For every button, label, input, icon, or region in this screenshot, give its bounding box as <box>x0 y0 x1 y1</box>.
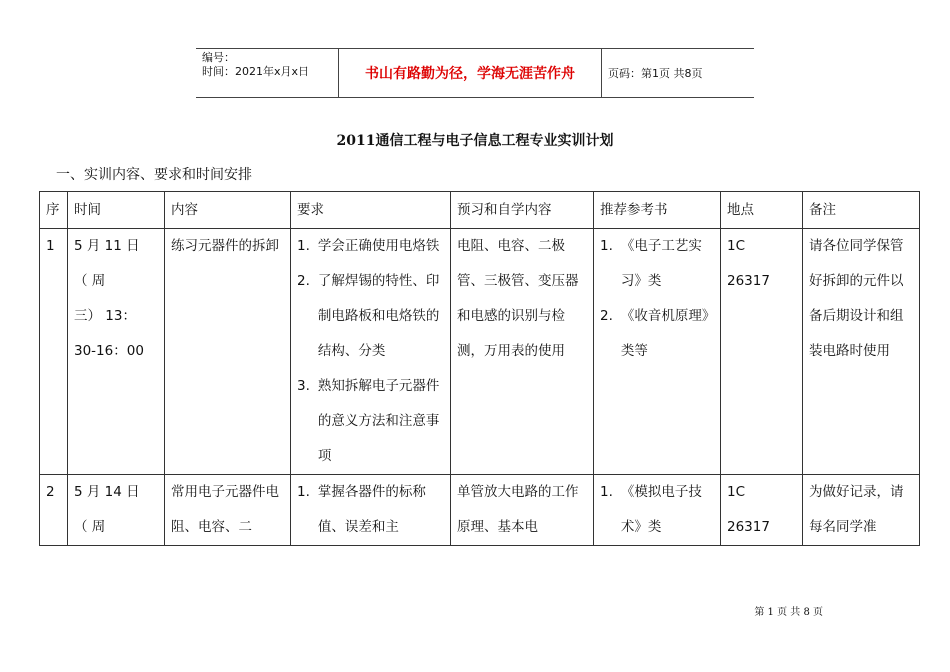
prep-cell: 电阻、电容、二极管、三极管、变压器和电感的识别与检测，万用表的使用 <box>451 229 594 475</box>
column-header: 要求 <box>291 192 451 229</box>
requirement-item: 1. 学会正确使用电烙铁 <box>297 238 440 254</box>
seq-cell: 1 <box>40 229 68 475</box>
time-label: 时间：2021年x月x日 <box>202 65 310 78</box>
time-line: （ 周 <box>74 273 106 289</box>
column-header: 地点 <box>721 192 803 229</box>
requirements-cell <box>291 475 451 546</box>
column-header: 备注 <box>803 192 920 229</box>
header-page-label: 页码：第1页 共8页 <box>608 67 703 80</box>
note-cell: 为做好记录，请每名同学准 <box>803 475 920 546</box>
header-motto: 书山有路勤为径，学海无涯苦作舟 <box>339 49 602 97</box>
time-line: 5 月 14 日 <box>74 484 140 500</box>
column-header: 内容 <box>165 192 291 229</box>
requirements-cell <box>291 229 451 475</box>
book-item: 1. 《模拟电子技术》类 <box>600 484 702 535</box>
note-cell: 请各位同学保管好拆卸的元件以备后期设计和组装电路时使用 <box>803 229 920 475</box>
requirement-item: 1. 掌握各器件的标称值、误差和主 <box>297 484 426 535</box>
time-line: 30-16：00 <box>74 343 144 359</box>
books-cell <box>594 475 721 546</box>
seq-cell: 2 <box>40 475 68 546</box>
book-item: 2. 《收音机原理》类等 <box>600 308 709 359</box>
training-plan-table <box>39 191 920 546</box>
book-item: 1. 《电子工艺实习》类 <box>600 238 702 289</box>
content-cell: 练习元器件的拆卸 <box>165 229 291 475</box>
place-cell: 1C 26317 <box>721 229 803 475</box>
content-cell: 常用电子元器件电阻、电容、二 <box>165 475 291 546</box>
books-cell <box>594 229 721 475</box>
time-line: 5 月 11 日 <box>74 238 140 254</box>
header-meta <box>196 49 339 97</box>
place-cell: 1C 26317 <box>721 475 803 546</box>
time-line: 三） 13： <box>74 308 136 324</box>
column-header: 推荐参考书 <box>594 192 721 229</box>
table-row <box>40 229 920 475</box>
document-header <box>196 48 754 98</box>
column-header: 时间 <box>68 192 165 229</box>
time-cell <box>68 229 165 475</box>
column-header: 序 <box>40 192 68 229</box>
table-header-row <box>40 192 920 229</box>
time-line: （ 周 <box>74 519 106 535</box>
time-cell <box>68 475 165 546</box>
number-label: 编号： <box>202 51 235 64</box>
column-header: 预习和自学内容 <box>451 192 594 229</box>
prep-cell: 单管放大电路的工作原理、基本电 <box>451 475 594 546</box>
requirement-item: 3. 熟知拆解电子元器件的意义方法和注意事项 <box>297 378 440 464</box>
table-row <box>40 475 920 546</box>
page-footer: 第 1 页 共 8 页 <box>754 607 823 618</box>
document-title: 2011通信工程与电子信息工程专业实训计划 <box>336 133 614 149</box>
requirement-item: 2. 了解焊锡的特性、印制电路板和电烙铁的结构、分类 <box>297 273 440 359</box>
section-heading: 一、实训内容、要求和时间安排 <box>56 167 252 183</box>
